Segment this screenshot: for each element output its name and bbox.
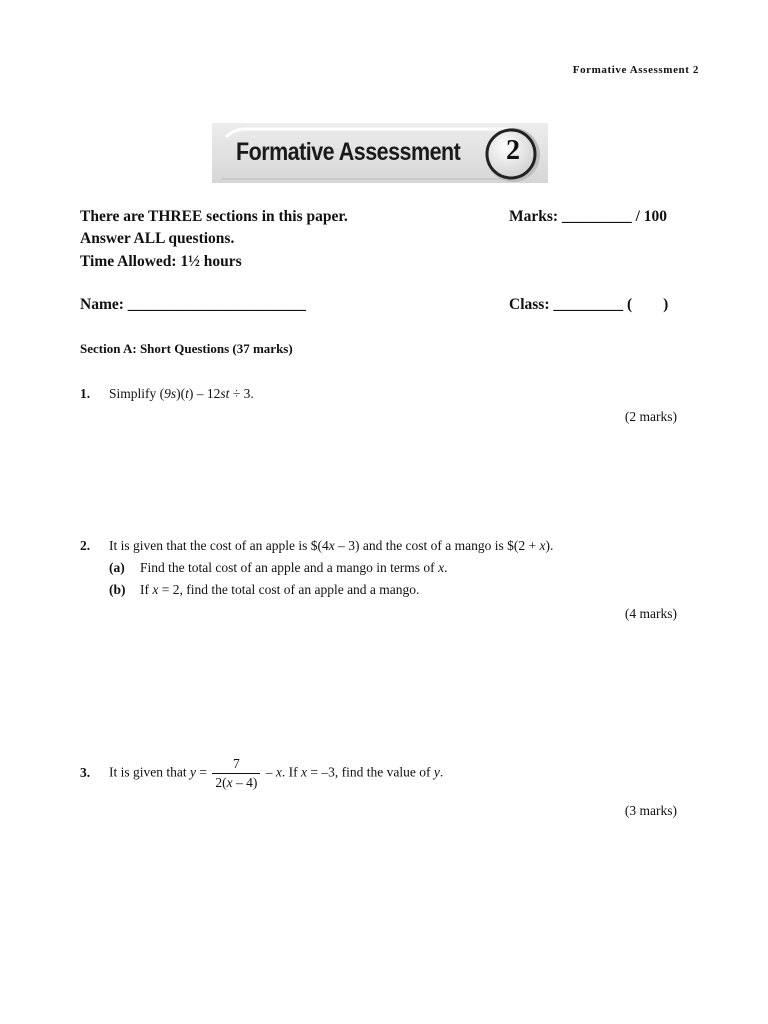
name-field: Name: _______________________ [80,296,307,313]
question-2a-text: Find the total cost of an apple and a mango in terms of x. [140,560,448,575]
banner-title: Formative Assessment [236,138,461,166]
section-a-heading: Section A: Short Questions (37 marks) [80,341,293,356]
question-2a-label: (a) [109,560,125,575]
marks-field: Marks: _________ / 100 [509,208,668,225]
question-2-text: It is given that the cost of an apple is $(4x – 3) and the cost of a mango is $(2 + x). [109,538,554,553]
question-3-number: 3. [80,765,91,780]
question-1-number: 1. [80,386,91,401]
question-2-marks: (4 marks) [624,606,677,621]
sections-instruction: There are THREE sections in this paper. [80,208,348,225]
question-3-marks: (3 marks) [624,803,677,818]
question-2-number: 2. [80,538,91,553]
question-1-text: Simplify (9s)(t) – 12st ÷ 3. [109,386,254,401]
running-header: Formative Assessment 2 [572,64,699,76]
class-field: Class: _________ ( ) [509,296,669,313]
time-allowed: Time Allowed: 1½ hours [80,253,242,270]
banner-number: 2 [506,135,520,166]
question-3-fraction: $\frac{7}{2(x - 4)}$ [212,756,260,791]
question-2b-text: If x = 2, find the total cost of an apple and a mango. [140,582,420,597]
question-1-marks: (2 marks) [624,409,677,424]
answer-instruction: Answer ALL questions. [80,230,235,247]
question-3-text: It is given that y = $\frac{7}{2(x - 4)}$ – x. If x = –3, find the value of y. [109,756,444,790]
question-2b-label: (b) [109,582,126,597]
